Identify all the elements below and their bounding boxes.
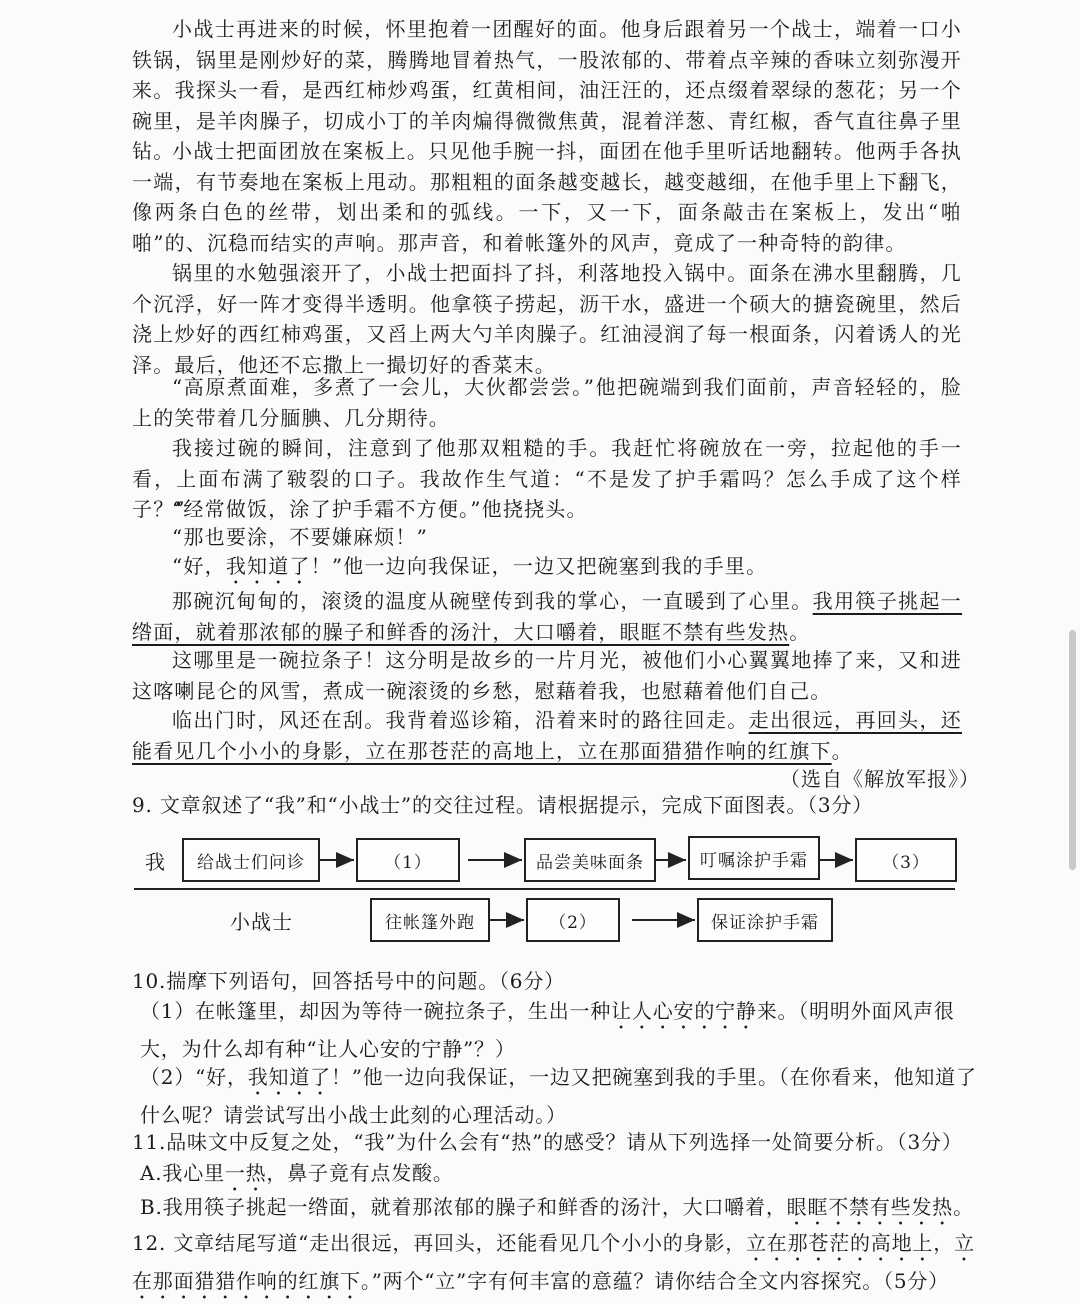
article-paragraph-2: 小战士把面团放在案板上。只见他手腕一抖，面团在他手里听话地翻转。他两手各执一端，有节奏地在案板上甩动。那粗粗的面条越变越长，越变越细，在他手里上下翻飞，像两条白色的丝带，划出柔和的弧线。一下，又一下，面条敲击在案板上，发出“啪啪”的、沉稳而结实的声响。那声音，和着帐篷外的风声，竟成了一种奇特的韵律。 xyxy=(132,139,962,255)
underlined-sentence: 我用筷子挑起一绺面，就着那浓郁的臊子和鲜香的汤汁，大口嚼着，眼眶不禁有些发热 xyxy=(132,589,963,644)
article-paragraph-10: 这哪里是一碗拉条子！这分明是故乡的一片月光，被他们小心翼翼地捧了来，又和进这喀喇昆仑的风雪，煮成一碗滚烫的乡愁，慰藉着我，也慰藉着他们自己。 xyxy=(132,648,962,703)
article-paragraph-9: 那碗沉甸甸的，滚烫的温度从碗壁传到我的掌心，一直暖到了心里。我用筷子挑起一绺面，就着那浓郁的臊子和鲜香的汤汁，大口嚼着，眼眶不禁有些发热。 xyxy=(132,589,963,644)
flow-box-me-3: 品尝美味面条 xyxy=(524,838,656,882)
article-paragraph-5: 我接过碗的瞬间，注意到了他那双粗糙的手。我赶忙将碗放在一旁，拉起他的手一看，上面布满了皲裂的口子。我故作生气道：“不是发了护手霜吗？怎么手成了这个样子？” xyxy=(132,436,962,521)
scrollbar-thumb[interactable] xyxy=(1069,630,1076,870)
dotted-phrase: 立在那苍茫的高地上 xyxy=(746,1231,934,1255)
question-9: 9. 文章叙述了“我”和“小战士”的交往过程。请根据提示，完成下面图表。（3分） xyxy=(132,793,874,817)
dotted-phrase: 眼眶不禁有些发热 xyxy=(786,1195,954,1219)
dotted-phrase: 一热 xyxy=(224,1161,267,1185)
article-paragraph-7: “那也要涂，不要嫌麻烦！” xyxy=(172,525,429,549)
underlined-ending: 走出很远，再回头，还能看见几个小小的身影，立在那苍茫的高地上，立在那面猎猎作响的红旗下 xyxy=(132,708,963,763)
flow-box-me-5-blank: （3） xyxy=(855,838,957,882)
question-10-item-2: （2）“好，我知道了！”他一边向我保证，一边又把碗塞到我的手里。（在你看来，他知道了什么呢？请尝试写出小战士此刻的心理活动。） xyxy=(140,1065,977,1127)
flow-box-me-4: 叮嘱涂护手霜 xyxy=(688,836,820,880)
article-paragraph-1: 小战士再进来的时候，怀里抱着一团醒好的面。他身后跟着另一个战士，端着一口小铁锅，锅里是刚炒好的菜，腾腾地冒着热气，一股浓郁的、带着点辛辣的香味立刻弥漫开来。我探头一看，是西红柿炒鸡蛋，红黄相间，油汪汪的，还点缀着翠绿的葱花；另一个碗里，是羊肉臊子，切成小丁的羊肉煸得微微焦黄，混着洋葱、青红椒，香气直往鼻子里钻。 xyxy=(132,17,962,163)
article-paragraph-8: “好，我知道了！”他一边向我保证，一边又把碗塞到我的手里。 xyxy=(172,554,768,578)
question-11-title: 11.品味文中反复之处，“我”为什么会有“热”的感受？请从下列选择一处简要分析。（3分） xyxy=(132,1130,963,1154)
flow-box-me-2-blank: （1） xyxy=(356,838,460,882)
question-11-option-a: A.我心里一热，鼻子竟有点发酸。 xyxy=(140,1161,454,1185)
article-paragraph-6: “经常做饭，涂了护手霜不方便。”他挠挠头。 xyxy=(172,497,588,521)
question-12: 12. 文章结尾写道“走出很远，再回头，还能看见几个小小的身影，立在那苍茫的高地上，立在那面猎猎作响的红旗下。”两个“立”字有何丰富的意蕴？请你结合全文内容探究。（5分） xyxy=(132,1231,975,1293)
article-source: （选自《解放军报》） xyxy=(780,767,980,791)
row-label-soldier: 小战士 xyxy=(230,910,293,934)
article-paragraph-4: “高原煮面难，多煮了一会儿，大伙都尝尝。”他把碗端到我们面前，声音轻轻的，脸上的笑带着几分腼腆、几分期待。 xyxy=(132,375,962,430)
flow-box-soldier-3: 保证涂护手霜 xyxy=(697,898,833,942)
question-11-option-b: B.我用筷子挑起一绺面，就着那浓郁的臊子和鲜香的汤汁，大口嚼着，眼眶不禁有些发热。 xyxy=(140,1195,974,1219)
dotted-phrase: 我知道了 xyxy=(247,1065,331,1089)
article-paragraph-11: 临出门时，风还在刮。我背着巡诊箱，沿着来时的路往回走。走出很远，再回头，还能看见几个小小的身影，立在那苍茫的高地上，立在那面猎猎作响的红旗下。 xyxy=(132,708,963,763)
flow-box-soldier-2-blank: （2） xyxy=(526,898,620,942)
question-10-item-1: （1）在帐篷里，却因为等待一碗拉条子，生出一种让人心安的宁静来。（明明外面风声很大，为什么却有种“让人心安的宁静”？） xyxy=(140,999,955,1061)
question-10-title: 10.揣摩下列语句，回答括号中的问题。（6分） xyxy=(132,969,565,993)
flow-box-me-1: 给战士们问诊 xyxy=(182,838,320,882)
dotted-phrase: 我知道了 xyxy=(225,554,311,578)
dotted-phrase: 立在那面猎猎作响的红旗下 xyxy=(132,1231,975,1293)
dotted-phrase: 让人心安的宁静 xyxy=(611,999,757,1023)
row-label-me: 我 xyxy=(145,850,166,874)
flow-box-soldier-1: 往帐篷外跑 xyxy=(370,898,490,942)
article-paragraph-3: 锅里的水勉强滚开了，小战士把面抖了抖，利落地投入锅中。面条在沸水里翻腾，几个沉浮，好一阵才变得半透明。他拿筷子捞起，沥干水，盛进一个硕大的搪瓷碗里，然后浇上炒好的西红柿鸡蛋，又舀上两大勺羊肉臊子。红油浸润了每一根面条，闪着诱人的光泽。最后，他还不忘撒上一撮切好的香菜末。 xyxy=(132,261,962,377)
